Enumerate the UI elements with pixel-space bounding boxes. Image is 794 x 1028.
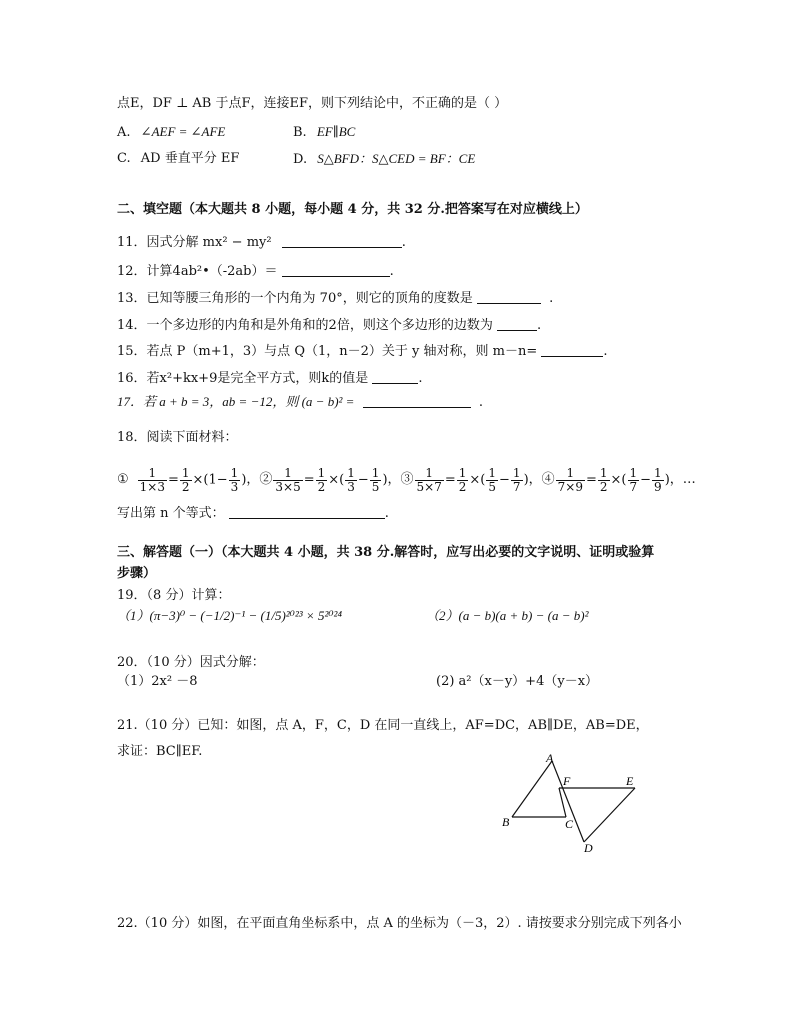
q20-part2: (2) a²（x－y）+4（y－x） — [436, 674, 599, 689]
section3-title-line2: 步骤） — [117, 566, 157, 581]
q18-stem: 18．阅读下面材料： — [117, 430, 238, 445]
q19-part2: （2）(a − b)(a + b) − (a − b)² — [426, 608, 589, 623]
q12-answer-blank[interactable] — [282, 263, 390, 277]
q18-answer-blank[interactable] — [229, 505, 385, 519]
q16-answer-blank[interactable] — [372, 370, 418, 384]
q16: 16．若x²+kx+9是完全平方式，则k的值是 . — [117, 371, 423, 386]
q10-option-b — [293, 124, 355, 141]
q18-circle-2: ，② — [246, 472, 273, 488]
q13-text: 13．已知等腰三角形的一个内角为 70°，则它的顶角的度数是 — [117, 291, 473, 306]
q17-answer-blank[interactable] — [363, 394, 471, 408]
q19-stem: 19．（8 分）计算： — [117, 588, 231, 603]
q18-write-text: 写出第 n 个等式： — [117, 506, 225, 521]
q17-text: 17．若 a + b = 3，ab = −12，则 (a − b)² = — [117, 394, 355, 409]
section2-title: 二、填空题（本大题共 8 小题，每小题 4 分，共 32 分.把答案写在对应横线上） — [117, 202, 588, 217]
segment-ab — [512, 761, 552, 817]
q18-circle-1: ① — [117, 472, 129, 488]
point-c-label: C — [565, 817, 574, 831]
q10-option-d-text: S△BFD：S△CED = BF：CE — [317, 151, 476, 166]
q10-option-a-text: ∠AEF = ∠AFE — [140, 124, 226, 139]
q10-option-a — [117, 124, 225, 141]
q20-stem: 20．（10 分）因式分解： — [117, 655, 265, 670]
q12-text: 12．计算4ab²•（-2ab）＝ — [117, 264, 278, 279]
point-d-label: D — [584, 841, 593, 855]
q17: 17．若 a + b = 3，ab = −12，则 (a − b)² = . — [117, 394, 483, 410]
q18-equation-1: $\frac{1}{1\times 3}$ = $\frac{1}{2}$ ×(1− $\frac{1}{3}$ ) — [139, 465, 247, 494]
q10-option-a-label: A. — [117, 125, 131, 140]
q10-option-d-label: D. — [293, 152, 308, 167]
q22: 22.（10 分）如图，在平面直角坐标系中，点 A 的坐标为（－3，2）. 请按要求分别完成下列各小 — [117, 916, 682, 931]
q20-part1: （1）2x² －8 — [117, 674, 198, 689]
q12: 12．计算4ab²•（-2ab）＝ . — [117, 264, 394, 279]
q14-answer-blank[interactable] — [497, 317, 537, 331]
q18-equation-2: $\frac{1}{3\times 5}$ = $\frac{1}{2}$ ×( $\frac{1}{3}$ − $\frac{1}{5}$ ) — [275, 465, 388, 494]
q11: 11．因式分解 mx² − my² . — [117, 235, 406, 250]
section3-title-line1: 三、解答题（一）（本大题共 4 小题，共 38 分.解答时，应写出必要的文字说明、证明或验算 — [117, 545, 655, 560]
point-f-label: F — [563, 774, 571, 788]
q10-option-b-text: EF∥BC — [316, 124, 356, 139]
q21-line2: 求证：BC∥EF. — [117, 744, 203, 759]
q18-equations — [117, 460, 696, 500]
point-a-label: A — [546, 752, 554, 765]
q18-ellipsis: ，… — [669, 472, 696, 488]
segment-de — [584, 788, 635, 842]
q11-text: 11．因式分解 mx² − my² — [117, 235, 272, 250]
q14: 14．一个多边形的内角和是外角和的2倍，则这个多边形的边数为 . — [117, 318, 542, 333]
q16-text: 16．若x²+kx+9是完全平方式，则k的值是 — [117, 371, 369, 386]
q14-text: 14．一个多边形的内角和是外角和的2倍，则这个多边形的边数为 — [117, 318, 493, 333]
q18-equation-3: $\frac{1}{5\times 7}$ = $\frac{1}{2}$ ×( $\frac{1}{5}$ − $\frac{1}{7}$ ) — [416, 465, 529, 494]
point-e-label: E — [626, 774, 634, 788]
q18-write: 写出第 n 个等式： . — [117, 506, 389, 521]
q13-answer-blank[interactable] — [477, 290, 541, 304]
q18-equation-4: $\frac{1}{7\times 9}$ = $\frac{1}{2}$ ×( $\frac{1}{7}$ − $\frac{1}{9}$ ) — [557, 465, 670, 494]
q15-text: 15．若点 P（m+1，3）与点 Q（1，n－2）关于 y 轴对称，则 m－n= — [117, 344, 538, 359]
q21-line1: 21.（10 分）已知：如图，点 A，F，C，D 在同一直线上，AF=DC，AB∥DE，AB=DE， — [117, 718, 649, 733]
q19-part1: （1）(π−3)⁰ − (−1/2)⁻¹ − (1/5)²⁰²³ × 5²⁰²⁴ — [117, 608, 342, 623]
q21-figure — [498, 752, 648, 857]
point-b-label: B — [502, 815, 510, 829]
q13: 13．已知等腰三角形的一个内角为 70°，则它的顶角的度数是 . — [117, 291, 554, 306]
q10-option-c — [117, 151, 239, 167]
q10-option-d — [293, 151, 475, 168]
q18-circle-3: ，③ — [387, 472, 414, 488]
q10-option-c-text: AD 垂直平分 EF — [140, 151, 240, 166]
q11-answer-blank[interactable] — [282, 234, 402, 248]
q15-answer-blank[interactable] — [541, 343, 603, 357]
q18-circle-4: ，④ — [528, 472, 555, 488]
q15: 15．若点 P（m+1，3）与点 Q（1，n－2）关于 y 轴对称，则 m－n= . — [117, 344, 608, 359]
q10-option-b-label: B. — [293, 125, 307, 140]
q10-stem: 点E，DF ⊥ AB 于点F，连接EF，则下列结论中，不正确的是（ ） — [117, 96, 508, 111]
q10-option-c-label: C. — [117, 151, 131, 166]
